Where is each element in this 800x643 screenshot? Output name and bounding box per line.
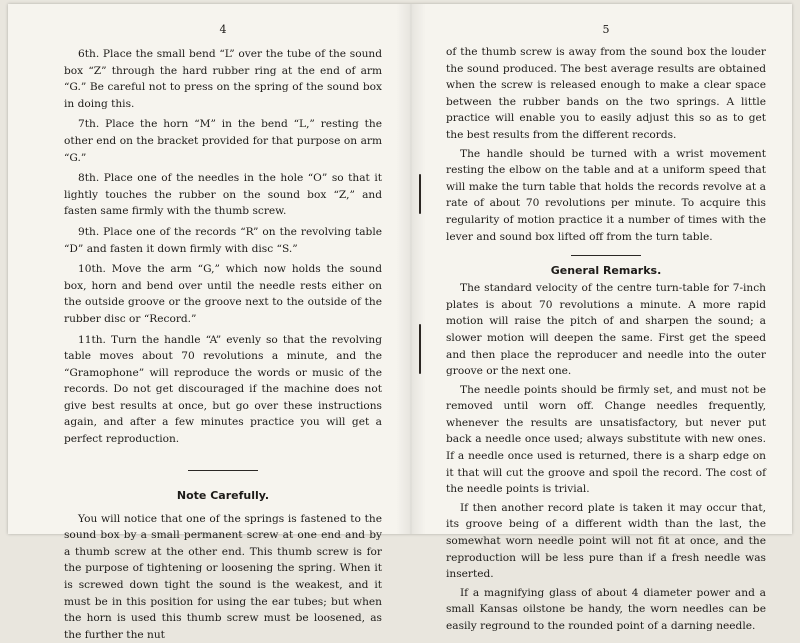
binding-staple-bottom xyxy=(419,324,421,374)
left-page xyxy=(64,4,382,641)
binding-staple-top xyxy=(419,174,421,214)
remark-velocity: The standard velocity of the centre turn-table for 7-inch plates is about 70 revolutions a minute. A more rapid motion will raise the pitch of and sharpen the sound; a slower motion will deepen the same. First get the speed and then place the reproducer and needle into the outer groove or the next one. xyxy=(446,282,766,378)
booklet-spread xyxy=(8,4,792,641)
heading-general-remarks: General Remarks. xyxy=(550,264,662,278)
note-paragraph: You will notice that one of the springs is fastened to the sound box by a small permanent screw at one end and by a thumb screw at the other end. This thumb screw is for the purpose of tightening or loosening the spring. When it is screwed down tight the sound is the weakest, and it must be in this position for using the ear tubes; but when the horn is used this thumb screw must be loosened, as the further the nut xyxy=(64,512,382,641)
page-number-right: 5 xyxy=(602,23,610,36)
remark-magnifying-glass: If a magnifying glass of about 4 diameter power and a small Kansas oilstone be handy, the worn needles can be easily reground to the rounded point of a darning needle. xyxy=(446,586,766,632)
section-divider-right xyxy=(571,255,641,256)
instruction-10th: 10th. Move the arm “G,” which now holds the sound box, horn and bend over until the needle rests either on the outside groove or the groove next to the outside of the rubber disc or “Record.” xyxy=(64,263,382,325)
instruction-6th: 6th. Place the small bend “L” over the tube of the sound box “Z” through the hard rubber ring at the end of arm “G.” Be careful not to press on the spring of the sound box in doing this. xyxy=(64,48,382,110)
handle-paragraph: The handle should be turned with a wrist movement resting the elbow on the table and at a uniform speed that will make the turn table that holds the records revolve at a rate of about 70 revolutions per minute. To acquire this regularity of motion practice it a number of times with the lever and sound box lifted off from the turn table. xyxy=(446,147,766,243)
book-gutter xyxy=(396,4,426,534)
instruction-7th: 7th. Place the horn “M” in the bend “L,” resting the other end on the bracket provided for that purpose on arm “G.” xyxy=(64,118,382,164)
instruction-11th: 11th. Turn the handle “A” evenly so that the revolving table moves about 70 revolutions a minute, and the “Gramophone” will reproduce the words or music of the records. Do not get discouraged if the machine does not give best results at once, but go over these instructions again, and after a few minutes practice you will get a perfect reproduction. xyxy=(64,333,382,446)
page-number-left: 4 xyxy=(219,23,227,36)
continuation-paragraph: of the thumb screw is away from the sound box the louder the sound produced. The best average results are obtained when the screw is released enough to make a clear space between the rubber bands on the two springs. A little practice will enable you to easily adjust this so as to get the best results from the different records. xyxy=(446,46,766,141)
right-page xyxy=(446,4,766,632)
section-divider-left xyxy=(188,470,258,471)
heading-note-carefully: Note Carefully. xyxy=(176,488,270,502)
remark-needle-points: The needle points should be firmly set, and must not be removed until worn off. Change needles frequently, whenever the results are unsatisfactory, but never put back a needle once used; always substitute with new ones. If a needle once used is returned, there is a sharp edge on it that will cut the groove and spoil the record. The cost of the needle points is trivial. xyxy=(446,383,766,496)
remark-record-plate: If then another record plate is taken it may occur that, its groove being of a different width than the last, the somewhat worn needle point will not fit at once, and the reproduction will be less pure than if a fresh needle was inserted. xyxy=(446,501,766,581)
instruction-9th: 9th. Place one of the records “R” on the revolving table “D” and fasten it down firmly with disc “S.” xyxy=(64,225,382,255)
instruction-8th: 8th. Place one of the needles in the hole “O” so that it lightly touches the rubber on the sound box “Z,” and fasten same firmly with the thumb screw. xyxy=(64,172,382,218)
